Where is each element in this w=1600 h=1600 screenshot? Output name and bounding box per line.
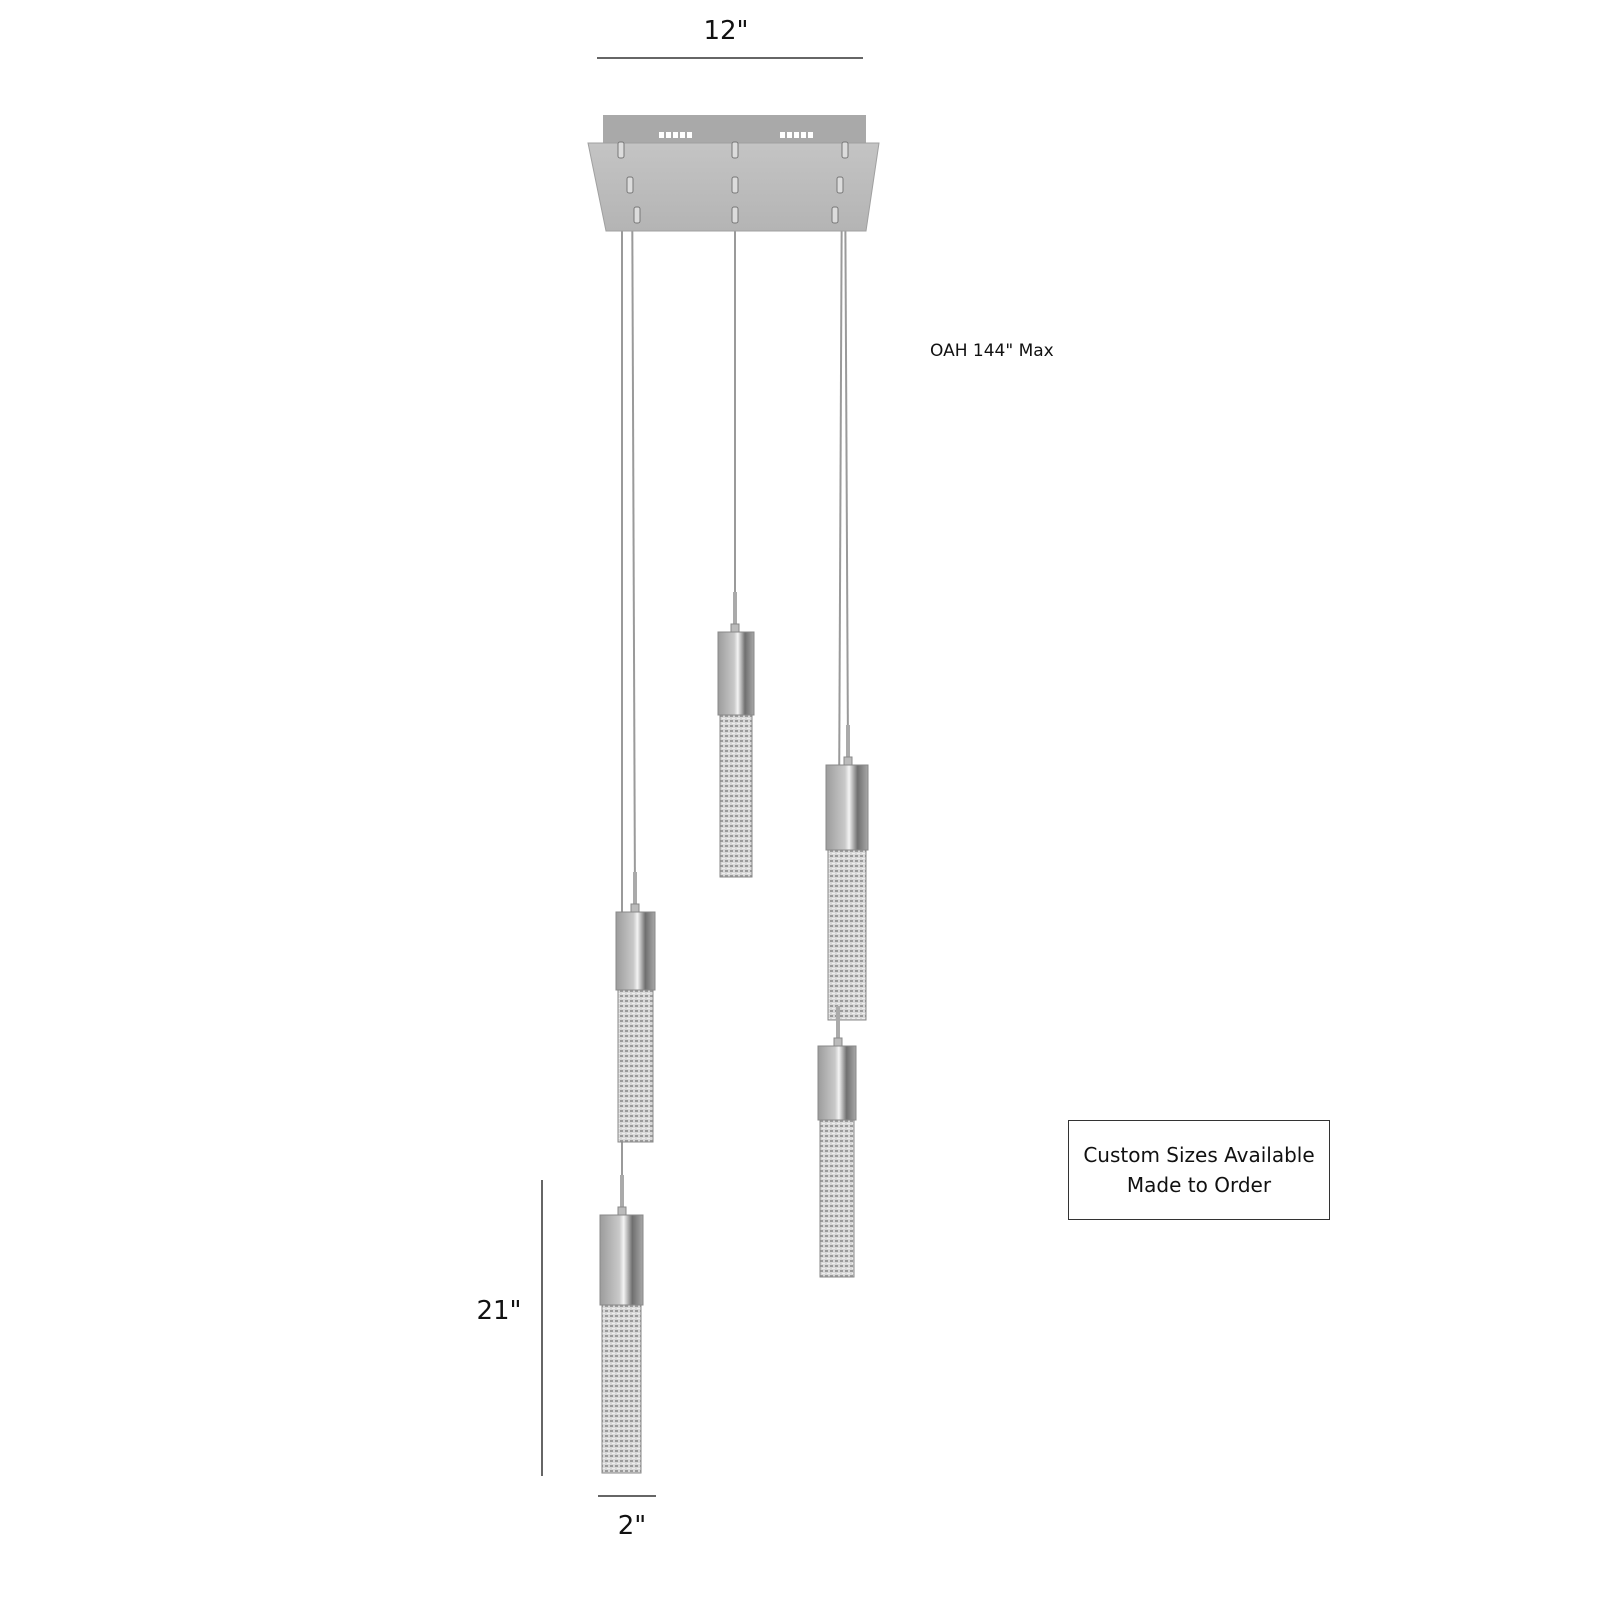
cord-clip — [837, 177, 843, 193]
pendant-connector — [834, 1038, 842, 1046]
pendant-light-5 — [600, 1175, 643, 1473]
pendants — [600, 592, 868, 1473]
overall-height-label: OAH 144" Max — [930, 341, 1054, 361]
pendant-crystal-glass — [820, 1120, 854, 1277]
pendant-light-2 — [826, 725, 868, 1020]
pendant-light-3 — [616, 872, 655, 1142]
pendant-crystal-glass — [720, 715, 752, 877]
pendant-metal-cap — [718, 632, 754, 715]
cord-clip — [732, 177, 738, 193]
canopy-vent-right — [780, 132, 813, 138]
pendant-stem — [836, 1006, 840, 1042]
pendant-crystal-glass — [602, 1305, 641, 1473]
note-line-2: Made to Order — [1126, 1173, 1272, 1197]
pendant-stem — [846, 725, 850, 761]
custom-sizes-note — [1068, 1120, 1330, 1220]
canopy-vent-left — [659, 132, 692, 138]
pendant-light-1 — [718, 592, 754, 877]
pendant-connector — [618, 1207, 626, 1215]
suspension-cord — [845, 150, 848, 755]
cord-clip — [842, 142, 848, 158]
pendant-width-label: 2" — [617, 1511, 647, 1541]
pendant-crystal-glass — [828, 850, 866, 1020]
pendant-stem — [620, 1175, 624, 1211]
canopy-width-label: 12" — [703, 16, 749, 46]
pendant-metal-cap — [826, 765, 868, 850]
pendant-stem — [733, 592, 737, 628]
cord-clip — [618, 142, 624, 158]
cord-clip — [732, 142, 738, 158]
cord-clip — [627, 177, 633, 193]
cord-clip — [832, 207, 838, 223]
cord-clip — [634, 207, 640, 223]
pendant-connector — [731, 624, 739, 632]
pendant-crystal-glass — [618, 990, 653, 1142]
pendant-metal-cap — [600, 1215, 643, 1305]
suspension-cord — [632, 150, 635, 902]
pendant-connector — [631, 904, 639, 912]
pendant-light-4 — [818, 1006, 856, 1277]
note-line-1: Custom Sizes Available — [1083, 1143, 1315, 1167]
pendant-height-label: 21" — [476, 1296, 522, 1326]
canopy — [588, 115, 879, 231]
pendant-connector — [844, 757, 852, 765]
pendant-stem — [633, 872, 637, 908]
cord-clip — [732, 207, 738, 223]
pendant-metal-cap — [616, 912, 655, 990]
pendant-metal-cap — [818, 1046, 856, 1120]
